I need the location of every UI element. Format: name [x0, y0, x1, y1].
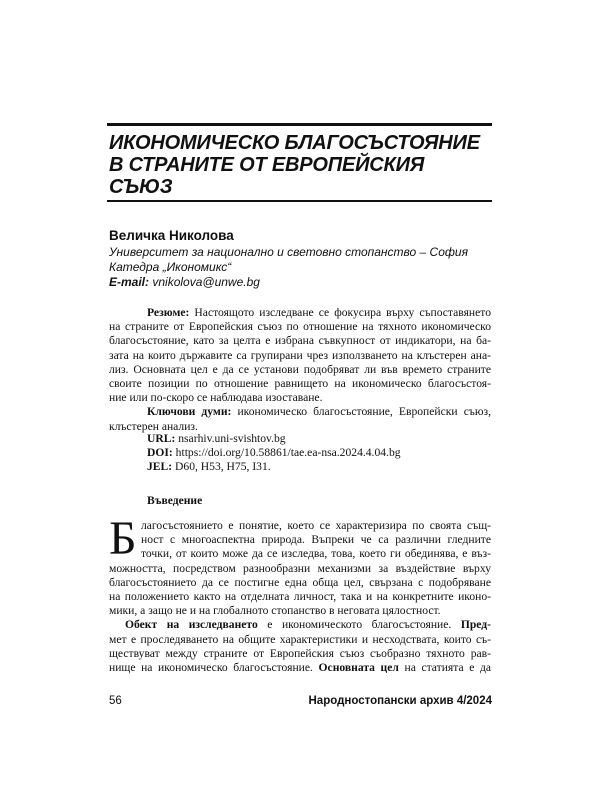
email-label: E-mail:: [109, 275, 150, 289]
keywords-label: Ключови думи:: [147, 405, 232, 419]
url-line: [147, 432, 286, 446]
intro-line-3: точки, от които може да се изследва, това, което ги обединява, е въз-: [141, 547, 491, 561]
intro-line-5: благосъстоянието да се постигне една обща цел, свързана с подобряване: [109, 575, 491, 589]
author-university: Университет за национално и световно стопанство – София: [109, 245, 468, 259]
keywords-line-2: клъстерен анализ.: [109, 419, 198, 433]
article-title: [109, 132, 494, 198]
abstract-line-7: ние или по-скоро се наблюдава изоставане.: [109, 391, 323, 405]
abstract-line-5: лиз. Основната цел е да се установи подобряват ли във времето страните: [109, 362, 491, 376]
jel-value: D60, H53, H75, I31.: [175, 460, 271, 473]
doi-value[interactable]: https://doi.org/10.58861/tae.ea-nsa.2024.4.04.bg: [175, 446, 401, 459]
intro-line-6: на положението както на отделната личност, така и на конкретните иконо-: [109, 590, 491, 604]
drop-cap: Б: [109, 512, 137, 565]
author-name: Величка Николова: [109, 228, 234, 243]
doi-label: DOI:: [147, 446, 173, 459]
section-heading-introduction: Въведение: [147, 494, 203, 507]
abstract-line-6: своите позиции по отношение равнището на икономическо благосъстоя-: [109, 377, 491, 391]
intro-line-7: мики, а защо не и на глобалното стопанство в неговата цялостност.: [109, 604, 441, 618]
title-line-1: ИКОНОМИЧЕСКО БЛАГОСЪСТОЯНИЕ: [109, 132, 480, 154]
page-number: 56: [109, 695, 122, 707]
jel-label: JEL:: [147, 460, 173, 473]
intro-p2-line-1: Обект на изследването е икономическото благосъстояние. Пред-: [125, 618, 491, 632]
intro-p2-line-4: нище на икономическо благосъстояние. Основната цел на статията е да: [109, 661, 492, 675]
keywords-line-1: Ключови думи: икономическо благосъстояние, Европейски съюз,: [147, 405, 491, 419]
intro-p2-line-2: мет е проследяването на общите характеристики и несходствата, които съ-: [109, 632, 491, 646]
title-line-2: В СТРАНИТЕ ОТ ЕВРОПЕЙСКИЯ: [109, 154, 425, 176]
doi-line: [147, 446, 401, 460]
abstract-label: Резюме:: [147, 306, 190, 319]
intro-line-1: лагосъстоянието е понятие, което се характеризира по своята същ-: [141, 519, 491, 532]
abstract: [109, 306, 491, 434]
title-line-3: СЪЮЗ: [109, 176, 173, 198]
title-bottom-rule: [107, 200, 492, 202]
email-value[interactable]: vnikolova@unwe.bg: [152, 275, 260, 289]
url-value[interactable]: nsarhiv.uni-svishtov.bg: [178, 432, 286, 445]
author-email: [109, 275, 260, 289]
intro-line-4: можността, посредством разнообразни механизми за въздействие върху: [109, 561, 491, 575]
intro-paragraph-1: [109, 512, 492, 675]
journal-name: Народностопански архив 4/2024: [308, 695, 492, 707]
intro-p2-line-3: ществуват между страните от Европейския съюз съобразно тяхното рав-: [109, 646, 491, 660]
title-top-rule: [107, 123, 492, 126]
intro-line-2: ност с многоаспектна природа. Въпреки че са различни гледните: [141, 533, 491, 547]
url-label: URL:: [147, 432, 176, 445]
author-department: Катедра „Икономикс“: [109, 260, 232, 274]
abstract-line-4: зата на които държавите са групирани чрез използването на клъстерен ана-: [109, 348, 491, 362]
jel-line: [147, 460, 271, 474]
abstract-line-3: благосъстояние, като за целта е избрана съвкупност от индикатори, на ба-: [109, 334, 491, 348]
abstract-line-1: Резюме: Настоящото изследване се фокусира върху съпоставянето: [147, 306, 491, 319]
abstract-line-2: на страните от Европейския съюз по отношение на тяхното икономическо: [109, 320, 491, 334]
